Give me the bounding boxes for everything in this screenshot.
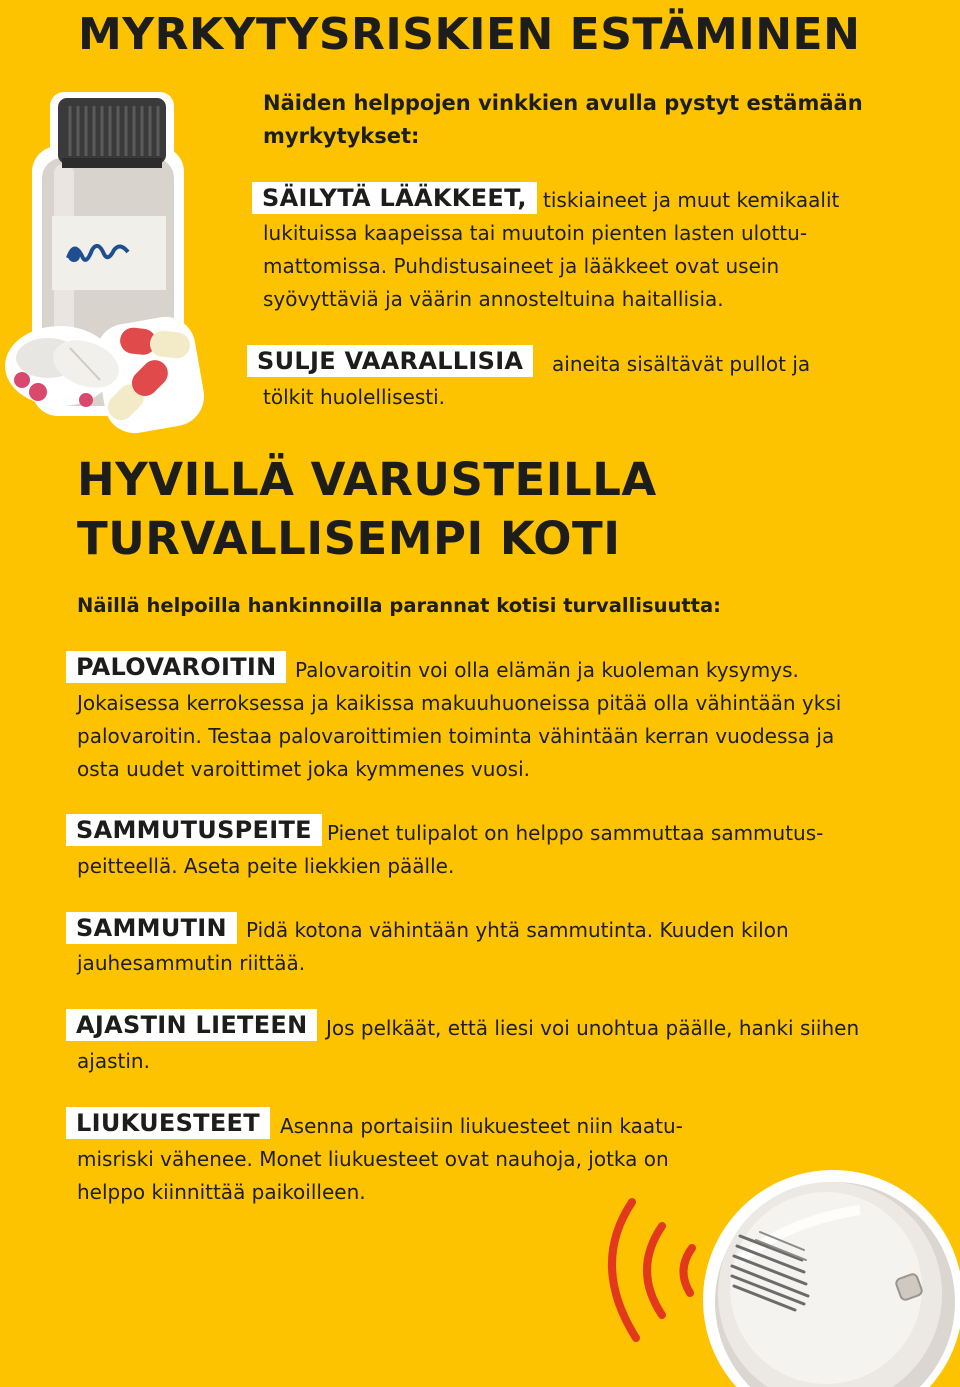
tag-ajastin-lieteen: AJASTIN LIETEEN: [66, 1009, 317, 1041]
poison-item-1-text: tiskiaineet ja muut kemikaalit lukituissa kaapeissa tai muutoin pienten lasten ulottu-mattomissa. Puhdistusaineet ja lääkkeet ovat usein syövyttäviä ja väärin annosteltuina haitallisia.: [263, 188, 840, 311]
smoke-detector-illustration: [590, 1140, 960, 1387]
poison-item-2-text: aineita sisältävät pullot ja tölkit huolellisesti.: [263, 352, 811, 409]
page-title: MYRKYTYSRISKIEN ESTÄMINEN: [78, 9, 861, 60]
tag-sammutuspeite: SAMMUTUSPEITE: [66, 814, 322, 846]
ajastin-lieteen-text: Jos pelkäät, että liesi voi unohtua päälle, hanki siihen ajastin.: [77, 1016, 860, 1073]
tag-sammutin: SAMMUTIN: [66, 912, 237, 944]
sammutuspeite-text: Pienet tulipalot on helppo sammuttaa sammutus-peitteellä. Aseta peite liekkien päälle.: [77, 821, 824, 878]
safety-title-line-2: TURVALLISEMPI KOTI: [77, 512, 621, 566]
alarm-waves-icon: [612, 1202, 692, 1338]
poison-intro: Näiden helppojen vinkkien avulla pystyt estämään myrkytykset:: [263, 91, 863, 148]
pill-bottle-illustration: [0, 88, 215, 438]
safety-intro: Näillä helpoilla hankinnoilla parannat kotisi turvallisuutta:: [77, 594, 721, 617]
safety-title: [77, 450, 657, 569]
palovaroitin-text: Palovaroitin voi olla elämän ja kuoleman kysymys. Jokaisessa kerroksessa ja kaikissa makuuhuoneissa pitää olla vähintään yksi palovaroitin. Testaa palovaroittimien toiminta vähintään kerran vuodessa ja osta uudet varoittimet joka kymmenes vuosi.: [77, 658, 842, 781]
tag-sailyta-laakkeet: SÄILYTÄ LÄÄKKEET,: [252, 182, 537, 214]
tag-palovaroitin: PALOVAROITIN: [66, 651, 286, 683]
sammutin-text: Pidä kotona vähintään yhtä sammutinta. Kuuden kilon jauhesammutin riittää.: [77, 918, 789, 975]
safety-title-line-1: HYVILLÄ VARUSTEILLA: [77, 453, 657, 506]
tag-liukuesteet: LIUKUESTEET: [66, 1107, 270, 1139]
liukuesteet-text: Asenna portaisiin liukuesteet niin kaatu-misriski vähenee. Monet liukuesteet ovat nauhoja, jotka on helppo kiinnittää paikoilleen.: [77, 1114, 683, 1204]
tag-sulje-vaarallisia: SULJE VAARALLISIA: [247, 345, 533, 377]
